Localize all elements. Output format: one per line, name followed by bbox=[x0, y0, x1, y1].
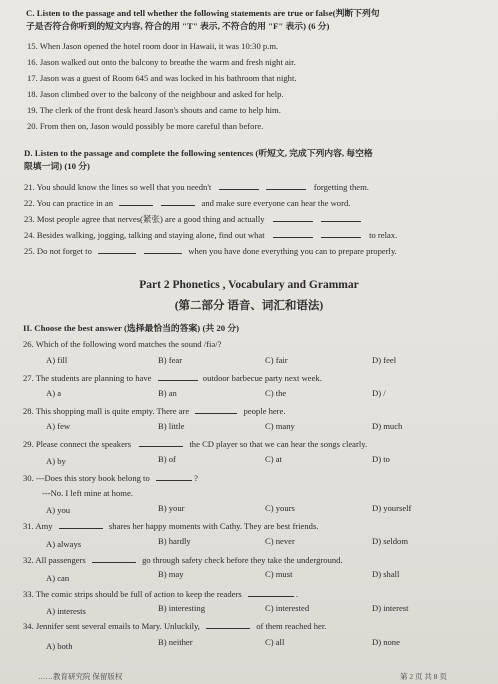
option-a[interactable]: A) always bbox=[46, 539, 82, 549]
question-21-text-b: forgetting them. bbox=[313, 182, 369, 192]
footer-page-number: 第 2 页 共 8 页 bbox=[400, 672, 447, 681]
answer-blank[interactable] bbox=[273, 213, 313, 222]
answer-blank[interactable] bbox=[266, 181, 306, 190]
question-33 bbox=[23, 588, 298, 600]
question-21 bbox=[24, 181, 369, 193]
question-28-text-a: 28. This shopping mall is quite empty. There are bbox=[23, 406, 190, 416]
question-29-text-b: the CD player so that we can hear the songs clearly. bbox=[189, 439, 368, 449]
option-b[interactable]: B) your bbox=[158, 503, 185, 513]
answer-blank[interactable] bbox=[195, 405, 237, 414]
option-c[interactable]: C) the bbox=[265, 388, 287, 398]
option-b[interactable]: B) neither bbox=[158, 637, 193, 647]
question-31-text-b: shares her happy moments with Cathy. They are best friends. bbox=[108, 521, 319, 531]
option-c[interactable]: C) many bbox=[265, 421, 295, 431]
footer-copyright: ……教育研究院 保留版权 bbox=[38, 672, 123, 681]
option-c[interactable]: C) never bbox=[265, 536, 295, 546]
answer-blank[interactable] bbox=[321, 229, 361, 238]
section-ii-instruction: II. Choose the best answer (选择最恰当的答案) (共 20 分) bbox=[23, 323, 240, 333]
answer-blank[interactable] bbox=[321, 213, 361, 222]
option-d[interactable]: D) interest bbox=[372, 603, 409, 613]
question-27-text-b: outdoor barbecue party next week. bbox=[202, 373, 322, 383]
option-a[interactable]: A) both bbox=[46, 641, 73, 651]
statement-18: 18. Jason climbed over to the balcony of the neighbour and asked for help. bbox=[27, 89, 284, 99]
section-d-instruction-1: D. Listen to the passage and complete the following sentences (听短文, 完成下列内容, 每空格 bbox=[24, 148, 373, 158]
part-2-subtitle: (第二部分 语音、词汇和语法) bbox=[174, 300, 324, 312]
question-22 bbox=[24, 197, 350, 209]
option-d[interactable]: D) / bbox=[372, 388, 386, 398]
option-b[interactable]: B) little bbox=[158, 421, 185, 431]
question-21-text-a: 21. You should know the lines so well that you needn't bbox=[24, 182, 212, 192]
question-23-text-a: 23. Most people agree that nerves(紧张) are a good thing and actually bbox=[24, 214, 265, 224]
option-b[interactable]: B) may bbox=[158, 569, 184, 579]
question-33-text-b: . bbox=[296, 589, 299, 599]
option-a[interactable]: A) a bbox=[46, 388, 62, 398]
option-b[interactable]: B) hardly bbox=[158, 536, 191, 546]
question-28 bbox=[23, 405, 286, 417]
option-c[interactable]: C) must bbox=[265, 569, 293, 579]
option-a[interactable]: A) can bbox=[46, 573, 70, 583]
option-c[interactable]: C) at bbox=[265, 454, 282, 464]
answer-blank[interactable] bbox=[273, 229, 313, 238]
section-c-instruction-2: 子是否符合你听到的短文内容, 符合的用 "T" 表示, 不符合的用 "F" 表示) (6 分) bbox=[26, 21, 330, 31]
option-d[interactable]: D) shall bbox=[372, 569, 400, 579]
question-30-reply: ---No. I left mine at home. bbox=[42, 488, 133, 498]
answer-blank[interactable] bbox=[139, 438, 183, 447]
answer-blank[interactable] bbox=[144, 245, 182, 254]
question-29 bbox=[23, 438, 367, 450]
question-24-text-a: 24. Besides walking, jogging, talking and staying alone, find out what bbox=[24, 230, 265, 240]
question-33-text-a: 33. The comic strips should be full of action to keep the readers bbox=[23, 589, 242, 599]
option-b[interactable]: B) interesting bbox=[158, 603, 206, 613]
question-27-text-a: 27. The students are planning to have bbox=[23, 373, 152, 383]
option-a[interactable]: A) you bbox=[46, 505, 71, 515]
question-25-text-b: when you have done everything you can to prepare properly. bbox=[188, 246, 397, 256]
question-26: 26. Which of the following word matches the sound /fiə/? bbox=[23, 339, 222, 349]
statement-19: 19. The clerk of the front desk heard Jason's shouts and came to help him. bbox=[27, 105, 281, 115]
option-a[interactable]: A) few bbox=[46, 421, 71, 431]
answer-blank[interactable] bbox=[119, 197, 153, 206]
option-d[interactable]: D) much bbox=[372, 421, 403, 431]
question-31-text-a: 31. Amy bbox=[23, 521, 53, 531]
answer-blank[interactable] bbox=[206, 620, 250, 629]
option-c[interactable]: C) fair bbox=[265, 355, 288, 365]
answer-blank[interactable] bbox=[98, 245, 136, 254]
option-d[interactable]: D) yourself bbox=[372, 503, 412, 513]
statement-17: 17. Jason was a guest of Room 645 and was locked in his bathroom that night. bbox=[27, 73, 297, 83]
answer-blank[interactable] bbox=[92, 554, 136, 563]
question-27 bbox=[23, 372, 322, 384]
question-32-text-a: 32. All passengers bbox=[23, 555, 86, 565]
question-24 bbox=[24, 229, 397, 241]
question-25 bbox=[24, 245, 397, 257]
option-b[interactable]: B) fear bbox=[158, 355, 183, 365]
option-b[interactable]: B) an bbox=[158, 388, 177, 398]
question-22-text-b: and make sure everyone can hear the word. bbox=[201, 198, 351, 208]
question-34-text-a: 34. Jennifer sent several emails to Mary. Unluckily, bbox=[23, 621, 200, 631]
option-d[interactable]: D) none bbox=[372, 637, 400, 647]
answer-blank[interactable] bbox=[248, 588, 294, 597]
option-a[interactable]: A) interests bbox=[46, 606, 86, 616]
question-30 bbox=[23, 472, 198, 484]
option-a[interactable]: A) fill bbox=[46, 355, 68, 365]
question-30-text-b: ? bbox=[194, 473, 198, 483]
option-b[interactable]: B) of bbox=[158, 454, 176, 464]
question-30-text-a: 30. ---Does this story book belong to bbox=[23, 473, 150, 483]
question-34-text-b: of them reached her. bbox=[256, 621, 327, 631]
question-28-text-b: people here. bbox=[243, 406, 286, 416]
option-c[interactable]: C) all bbox=[265, 637, 285, 647]
question-34 bbox=[23, 620, 326, 632]
option-a[interactable]: A) by bbox=[46, 456, 66, 466]
question-22-text-a: 22. You can practice in an bbox=[24, 198, 114, 208]
option-c[interactable]: C) yours bbox=[265, 503, 295, 513]
section-d-instruction-2: 限填一词) (10 分) bbox=[24, 161, 90, 171]
option-d[interactable]: D) feel bbox=[372, 355, 397, 365]
question-32-text-b: go through safety check before they take the underground. bbox=[142, 555, 343, 565]
question-31 bbox=[23, 520, 318, 532]
section-c-instruction-1: C. Listen to the passage and tell whether the following statements are true or false(判断下列句 bbox=[26, 8, 380, 18]
answer-blank[interactable] bbox=[158, 372, 198, 381]
option-d[interactable]: D) seldom bbox=[372, 536, 409, 546]
part-2-title: Part 2 Phonetics , Vocabulary and Grammar bbox=[139, 279, 359, 291]
option-d[interactable]: D) to bbox=[372, 454, 390, 464]
question-32 bbox=[23, 554, 343, 566]
answer-blank[interactable] bbox=[161, 197, 195, 206]
question-29-text-a: 29. Please connect the speakers bbox=[23, 439, 132, 449]
question-25-text-a: 25. Do not forget to bbox=[24, 246, 92, 256]
question-23 bbox=[24, 213, 361, 225]
statement-16: 16. Jason walked out onto the balcony to breathe the warm and fresh night air. bbox=[27, 57, 296, 67]
statement-15: 15. When Jason opened the hotel room door in Hawaii, it was 10:30 p.m. bbox=[27, 41, 279, 51]
answer-blank[interactable] bbox=[59, 520, 103, 529]
answer-blank[interactable] bbox=[156, 472, 192, 481]
statement-20: 20. From then on, Jason would possibly be more careful than before. bbox=[27, 121, 264, 131]
answer-blank[interactable] bbox=[219, 181, 259, 190]
option-c[interactable]: C) interested bbox=[265, 603, 310, 613]
question-24-text-b: to relax. bbox=[369, 230, 398, 240]
